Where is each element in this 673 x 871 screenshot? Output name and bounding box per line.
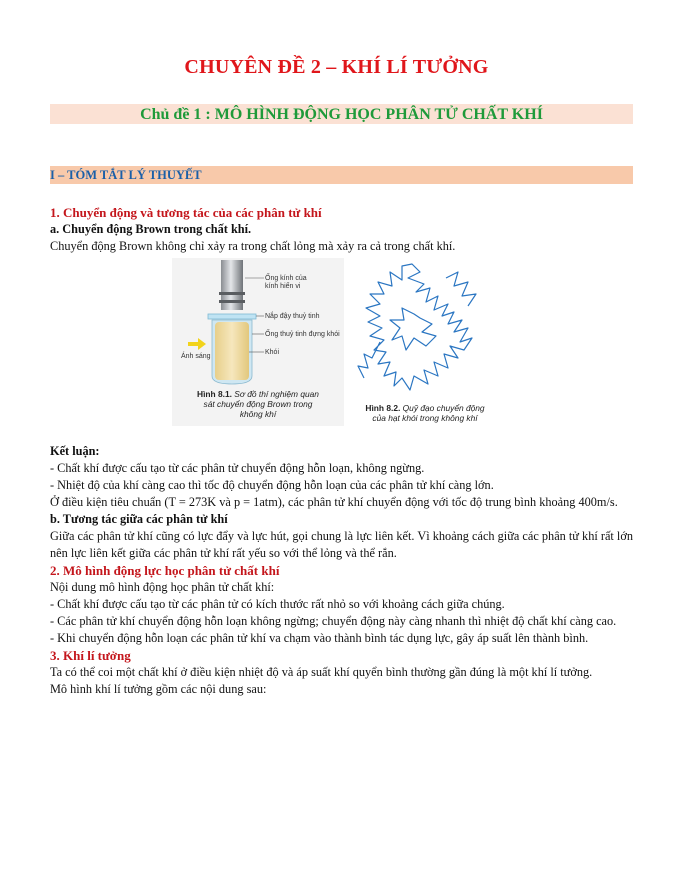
caption-8-2 (350, 403, 500, 423)
paragraph-1a: Chuyển động Brown không chỉ xảy ra trong chất lỏng mà xảy ra cả trong chất khí. (50, 239, 456, 253)
caption-8-2-number: Hình 8.2. (365, 403, 401, 413)
label-light: Ánh sáng (181, 353, 211, 360)
caption-8-2-text-2: của hạt khói trong không khí (372, 413, 478, 423)
caption-8-2-text: Quỹ đạo chuyển động (402, 403, 485, 413)
paragraph-3-line-2: Mô hình khí lí tưởng gồm các nội dung sau: (50, 682, 267, 696)
heading-1: 1. Chuyển động và tương tác của các phân tử khí (50, 205, 322, 220)
light-arrow-icon (188, 338, 206, 350)
label-lens: Ống kính của (265, 275, 307, 282)
brown-experiment-illustration (172, 258, 344, 388)
conclusion-line-3: Ở điều kiện tiêu chuẩn (T = 273K và p = 1atm), các phân tử khí chuyển động với tốc độ trung bình khoảng 400m/s. (50, 495, 618, 509)
caption-8-1-text: Sơ đồ thí nghiệm quan (234, 389, 319, 399)
paragraph-2-item-1: - Chất khí được cấu tạo từ các phân tử có kích thước rất nhỏ so với khoảng cách giữa chúng. (50, 597, 505, 611)
page-title: CHUYÊN ĐỀ 2 – KHÍ LÍ TƯỞNG (184, 56, 489, 78)
figures (172, 258, 502, 428)
label-tube: Ống thuỷ tinh đựng khói (265, 331, 340, 338)
paragraph-3-line-1: Ta có thể coi một chất khí ở điều kiện nhiệt độ và áp suất khí quyển bình thường gần đúng là một khí lí tưởng. (50, 665, 593, 679)
label-lid: Nắp đậy thuỷ tinh (265, 313, 320, 320)
random-walk-illustration (350, 258, 500, 398)
caption-8-1-text-2: sát chuyển động Brown trong (203, 399, 313, 409)
figure-8-1 (172, 258, 344, 426)
caption-8-1-number: Hình 8.1. (197, 389, 232, 399)
conclusion-line-1: - Chất khí được cấu tạo từ các phân tử chuyển động hỗn loạn, không ngừng. (50, 461, 425, 475)
paragraph-2-intro: Nội dung mô hình động học phân tử chất khí: (50, 580, 275, 594)
conclusion-heading: Kết luận: (50, 444, 100, 458)
paragraph-1b: Giữa các phân tử khí cũng có lực đẩy và lực hút, gọi chung là lực liên kết. Vì khoảng cách giữa các phân tử khí rất lớn nên lực liên kết giữa các phân tử khí rất yếu so với thể lỏng và thể rắn. (50, 529, 633, 560)
section-1-intro (50, 204, 633, 255)
topic-banner: Chủ đề 1 : MÔ HÌNH ĐỘNG HỌC PHÂN TỬ CHẤT KHÍ (50, 104, 633, 124)
smoke (215, 322, 249, 380)
paragraph-2-item-3: - Khi chuyển động hỗn loạn các phân tử khí va chạm vào thành bình tác dụng lực, gây áp suất lên thành bình. (50, 631, 589, 645)
label-smoke: Khói (265, 349, 280, 356)
figure-8-2 (350, 258, 500, 426)
heading-1a: a. Chuyển động Brown trong chất khí. (50, 222, 252, 236)
heading-1b: b. Tương tác giữa các phân tử khí (50, 512, 228, 526)
main-body (50, 443, 633, 698)
caption-8-1-text-3: không khí (239, 409, 277, 419)
heading-3: 3. Khí lí tưởng (50, 648, 131, 663)
section-heading: I – TÓM TẮT LÝ THUYẾT (50, 166, 633, 184)
paragraph-2-item-2: - Các phân tử khí chuyển động hỗn loạn không ngừng; chuyển động này càng nhanh thì nhiệt độ chất khí càng cao. (50, 614, 617, 628)
glass-lid (208, 314, 256, 319)
label-lens-2: kính hiển vi (265, 283, 301, 290)
caption-8-1 (172, 389, 344, 419)
heading-2: 2. Mô hình động lực học phân tử chất khí (50, 563, 280, 578)
conclusion-line-2: - Nhiệt độ của khí càng cao thì tốc độ chuyển động hỗn loạn của các phân tử khí càng lớn. (50, 478, 494, 492)
